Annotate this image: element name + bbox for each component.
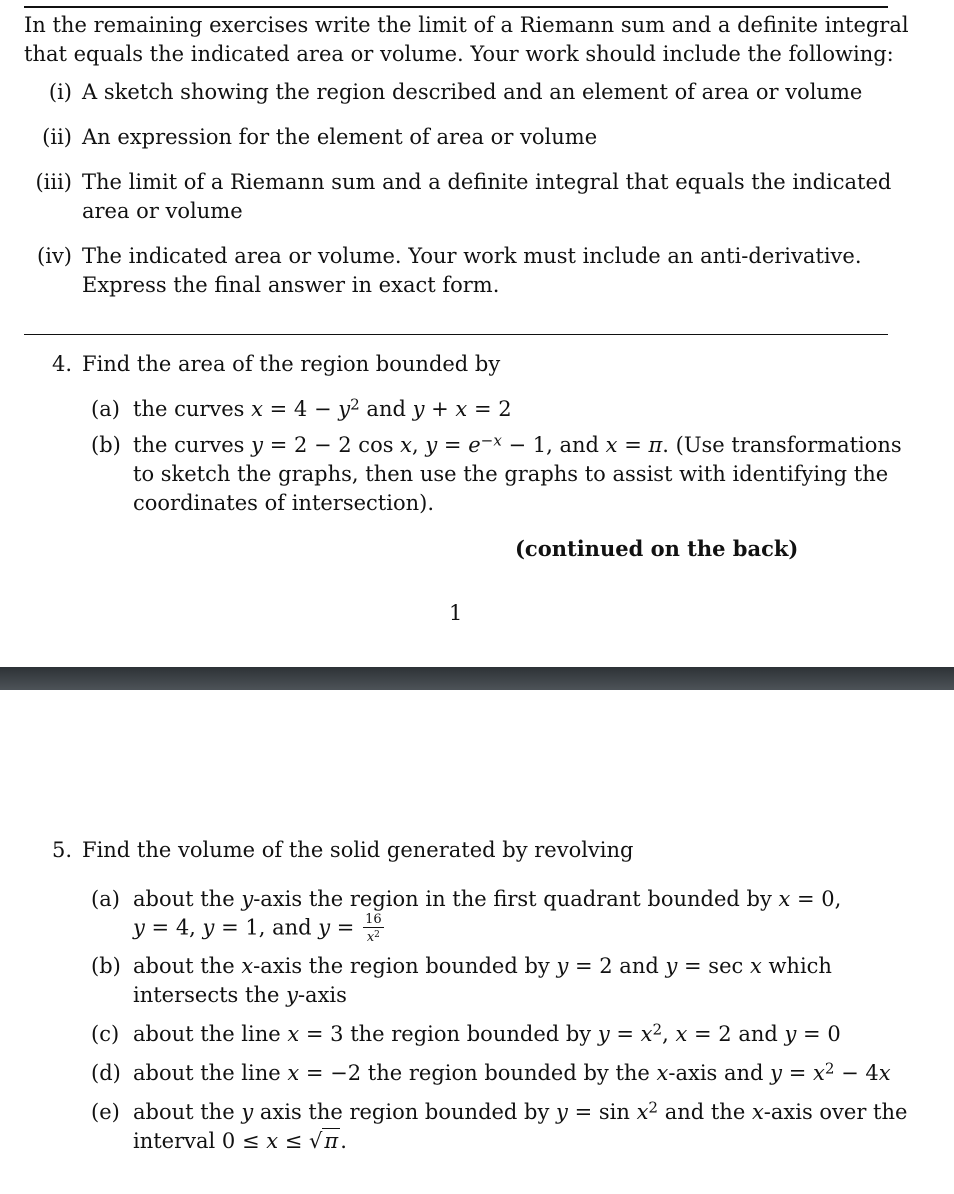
problem-5-stem: Find the volume of the solid generated by revolving xyxy=(82,838,634,862)
req-text-iv-1: The indicated area or volume. Your work must include an anti-derivative. xyxy=(82,244,862,268)
problem-5b-label: (b) xyxy=(91,954,121,978)
problem-5a-label: (a) xyxy=(91,887,120,911)
problem-5-number: 5. xyxy=(52,838,73,862)
fraction-16-over-x2: $\frac{16}{x^2}$ xyxy=(365,912,382,945)
page-number: 1 xyxy=(449,601,463,625)
top-rule xyxy=(24,6,888,8)
problem-5c-label: (c) xyxy=(91,1022,120,1046)
req-text-i: A sketch showing the region described and an element of area or volume xyxy=(82,80,863,104)
sqrt-pi: √π xyxy=(309,1129,339,1153)
problem-5d-label: (d) xyxy=(91,1061,121,1085)
req-label-i: (i) xyxy=(48,80,72,104)
problem-4b-text-2: to sketch the graphs, then use the graphs to assist with identifying the xyxy=(133,462,889,486)
problem-4-stem: Find the area of the region bounded by xyxy=(82,352,501,376)
continued-note: (continued on the back) xyxy=(515,536,799,561)
req-text-ii: An expression for the element of area or volume xyxy=(82,125,598,149)
problem-4b-text-3: coordinates of intersection). xyxy=(133,491,435,515)
problem-4-number: 4. xyxy=(52,352,73,376)
req-label-ii: (ii) xyxy=(42,125,72,149)
req-text-iii-1: The limit of a Riemann sum and a definite integral that equals the indicated xyxy=(82,170,892,194)
req-label-iii: (iii) xyxy=(35,170,72,194)
problem-5e-text-2: interval 0 ≤ x ≤ √π. xyxy=(133,1127,347,1156)
problem-5b-text-2: intersects the y-axis xyxy=(133,983,347,1007)
req-text-iii-2: area or volume xyxy=(82,199,243,223)
problem-4b-text-1: the curves y = 2 − 2 cos x, $y = e^{-x} - 1$, and x = π. (Use transformations xyxy=(133,431,902,457)
problem-5a-text-2: y = 4, y = 1, and y = $\frac{16}{x^2}$ xyxy=(133,912,382,945)
problem-5d-text: about the line x = −2 the region bounded by the x-axis and $y = x^2 - 4x$ xyxy=(133,1059,891,1085)
section-rule xyxy=(24,334,888,335)
problem-5e-text-1: about the y axis the region bounded by $y = \sin x^2$ and the x-axis over the xyxy=(133,1098,908,1124)
req-text-iv-2: Express the final answer in exact form. xyxy=(82,273,500,297)
page-divider xyxy=(0,667,954,690)
intro-line-1: In the remaining exercises write the limit of a Riemann sum and a definite integral xyxy=(24,13,909,37)
problem-4a-label: (a) xyxy=(91,397,120,421)
problem-5c-text: about the line x = 3 the region bounded by $y = x^2$, x = 2 and y = 0 xyxy=(133,1020,841,1046)
problem-5b-text-1: about the x-axis the region bounded by y = 2 and y = sec x which xyxy=(133,954,832,978)
req-label-iv: (iv) xyxy=(37,244,72,268)
problem-5e-label: (e) xyxy=(91,1100,120,1124)
problem-4a-text: the curves $x = 4 - y^2$ and y + x = 2 xyxy=(133,395,512,421)
problem-5a-text-1: about the y-axis the region in the first quadrant bounded by x = 0, xyxy=(133,887,842,911)
intro-line-2: that equals the indicated area or volume. Your work should include the following: xyxy=(24,42,894,66)
problem-4b-label: (b) xyxy=(91,433,121,457)
